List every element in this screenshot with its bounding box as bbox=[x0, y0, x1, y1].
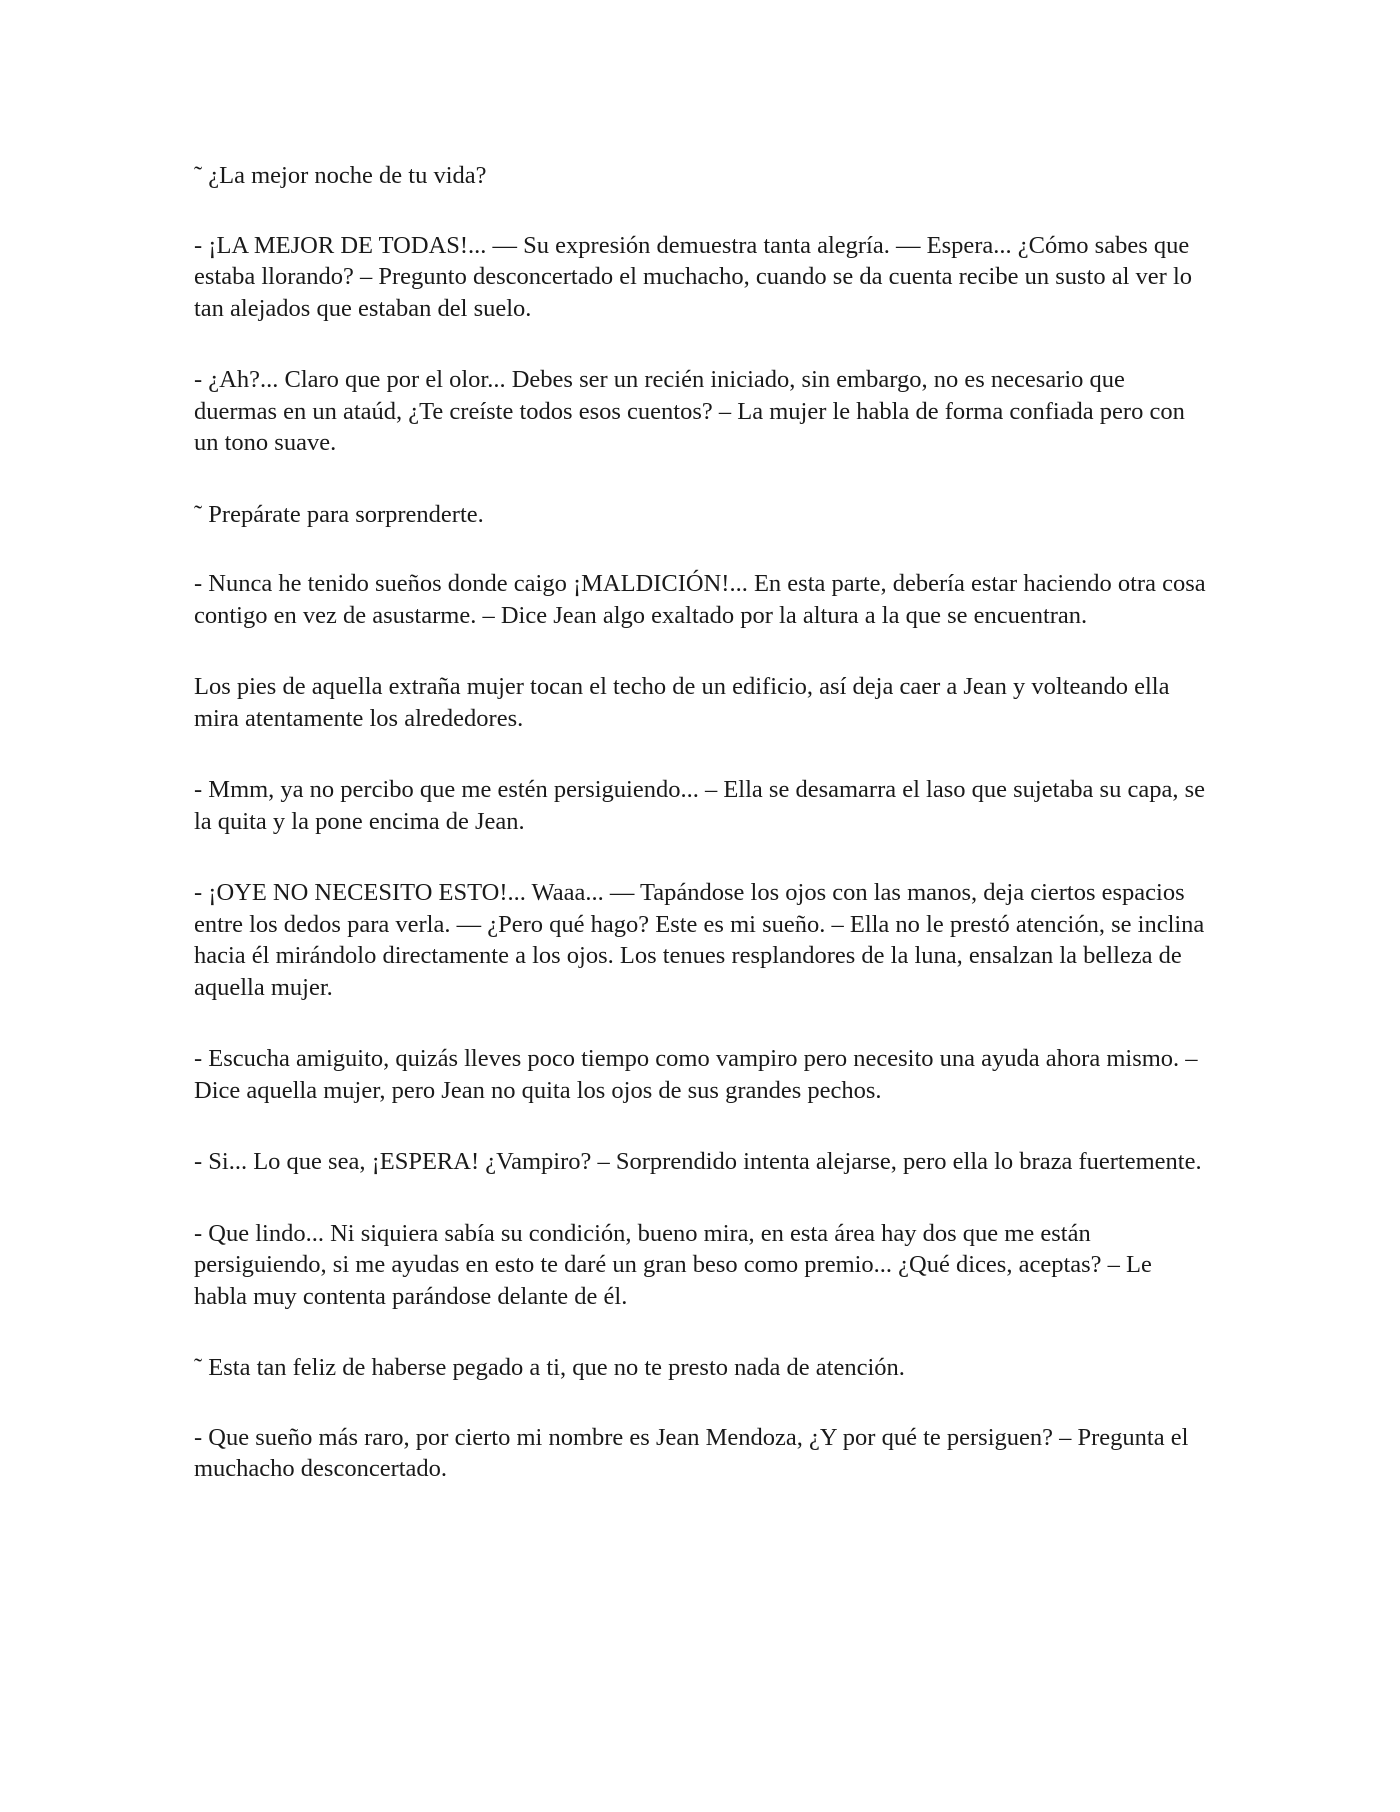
paragraph-10: - Si... Lo que sea, ¡ESPERA! ¿Vampiro? – Sorprendido intenta alejarse, pero ella lo braza fuertemente. bbox=[194, 1148, 1202, 1175]
paragraph-8: - ¡OYE NO NECESITO ESTO!... Waaa... — Tapándose los ojos con las manos, deja ciertos espacios entre los dedos para verla. — ¿Pero qué hago? Este es mi sueño. – Ella no le prestó atención, se inclina hacia él mirándolo directamente a los ojos. Los tenues resplandores de la luna, ensalzan la belleza de aquella mujer. bbox=[194, 879, 1205, 1001]
paragraph-4: ˜ Prepárate para sorprenderte. bbox=[194, 500, 484, 528]
paragraph-1: ˜ ¿La mejor noche de tu vida? bbox=[194, 162, 487, 189]
document-page bbox=[194, 160, 1210, 1525]
paragraph-6: Los pies de aquella extraña mujer tocan el techo de un edificio, así deja caer a Jean y volteando ella mira atentamente los alrededores. bbox=[194, 673, 1170, 732]
paragraph-12: ˜ Esta tan feliz de haberse pegado a ti, que no te presto nada de atención. bbox=[194, 1354, 905, 1381]
paragraph-11: - Que lindo... Ni siquiera sabía su condición, bueno mira, en esta área hay dos que me están persiguiendo, si me ayudas en esto te daré un gran beso como premio... ¿Qué dices, aceptas? – Le habla muy contenta parándose delante de él. bbox=[194, 1219, 1152, 1310]
paragraph-5: - Nunca he tenido sueños donde caigo ¡MALDICIÓN!... En esta parte, debería estar haciendo otra cosa contigo en vez de asustarme. – Dice Jean algo exaltado por la altura a la que se encuentran. bbox=[194, 570, 1206, 629]
paragraph-3: - ¿Ah?... Claro que por el olor... Debes ser un recién iniciado, sin embargo, no es necesario que duermas en un ataúd, ¿Te creíste todos esos cuentos? – La mujer le habla de forma confiada pero con un tono suave. bbox=[194, 366, 1185, 456]
paragraph-7: - Mmm, ya no percibo que me estén persiguiendo... – Ella se desamarra el laso que sujetaba su capa, se la quita y la pone encima de Jean. bbox=[194, 776, 1205, 835]
paragraph-13: - Que sueño más raro, por cierto mi nombre es Jean Mendoza, ¿Y por qué te persiguen? – Pregunta el muchacho desconcertado. bbox=[194, 1423, 1189, 1482]
paragraph-9: - Escucha amiguito, quizás lleves poco tiempo como vampiro pero necesito una ayuda ahora mismo. – Dice aquella mujer, pero Jean no quita los ojos de sus grandes pechos. bbox=[194, 1045, 1198, 1104]
paragraph-2: - ¡LA MEJOR DE TODAS!... — Su expresión demuestra tanta alegría. — Espera... ¿Cómo sabes que estaba llorando? – Pregunto desconcertado el muchacho, cuando se da cuenta recibe un susto al ver lo tan alejados que estaban del suelo. bbox=[194, 231, 1193, 322]
